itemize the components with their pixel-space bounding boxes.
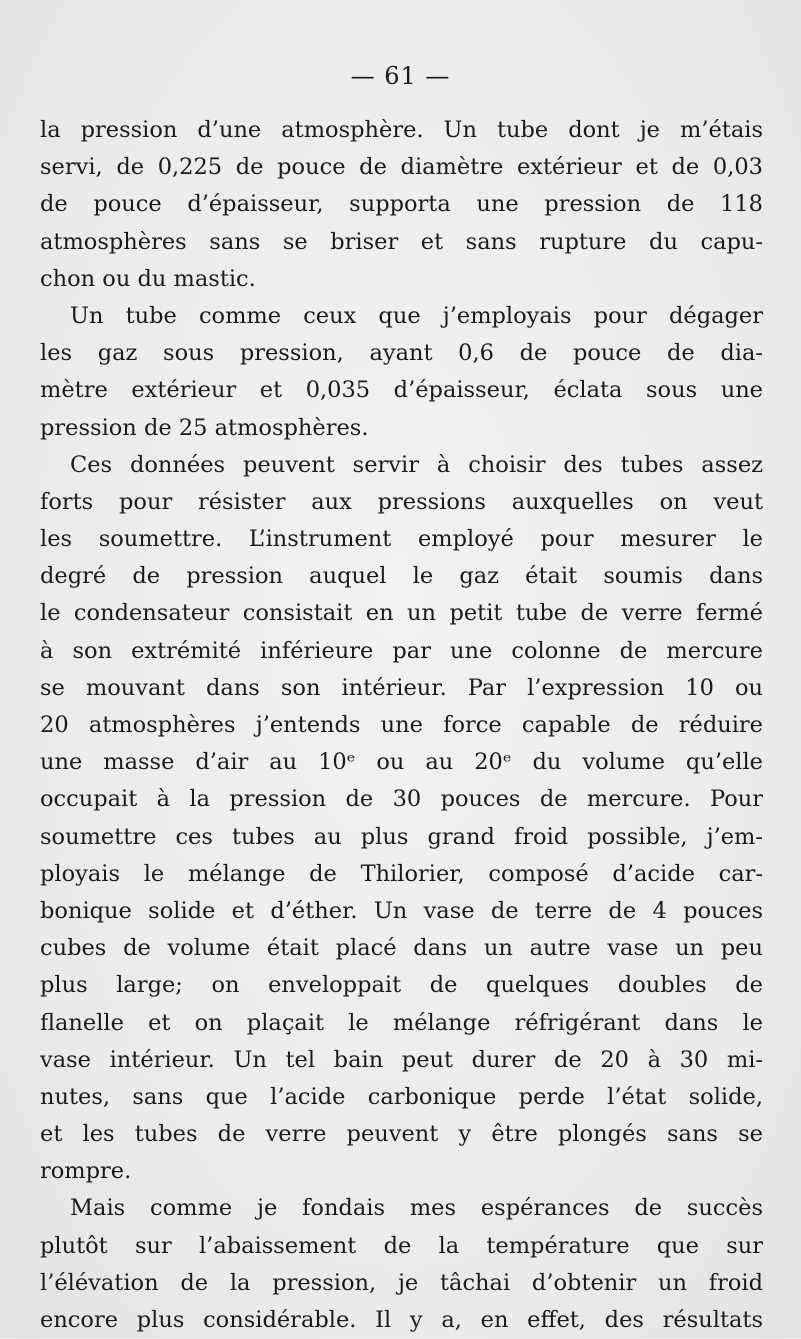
text-line: 20 atmosphères j’entends une force capable de réduire	[40, 712, 763, 738]
text-line: et les tubes de verre peuvent y être plongés sans se	[40, 1121, 763, 1148]
text-line: forts pour résister aux pressions auxquelles on veut	[40, 488, 763, 515]
text-line: la pression d’une atmosphère. Un tube dont je m’étais	[40, 117, 763, 143]
text-line: nutes, sans que l’acide carbonique perde l’état solide,	[40, 1083, 763, 1110]
text-line: chon ou du mastic.	[40, 265, 256, 292]
text-line: Mais comme je fondais mes espérances de succès	[70, 1195, 763, 1222]
text-line: les soumettre. L’instrument employé pour mesurer le	[40, 526, 763, 553]
text-line: soumettre ces tubes au plus grand froid possible, j’em-	[40, 823, 763, 850]
text-line: vase intérieur. Un tel bain peut durer de 20 à 30 mi-	[40, 1046, 763, 1073]
text-line: ployais le mélange de Thilorier, composé d’acide car-	[40, 860, 763, 887]
text-line: l’élévation de la pression, je tâchai d’obtenir un froid	[40, 1269, 763, 1296]
text-line: Ces données peuvent servir à choisir des tubes assez	[70, 451, 763, 478]
text-line: servi, de 0,225 de pouce de diamètre extérieur et de 0,03	[40, 154, 763, 181]
text-line: flanelle et on plaçait le mélange réfrigérant dans le	[40, 1009, 763, 1036]
text-line: encore plus considérable. Il y a, en effet, des résultats	[40, 1307, 763, 1333]
text-line: de pouce d’épaisseur, supporta une pression de 118	[40, 191, 763, 218]
text-line: rompre.	[40, 1158, 132, 1185]
text-line: les gaz sous pression, ayant 0,6 de pouce de dia-	[40, 340, 763, 367]
body-text	[40, 112, 763, 1339]
text-line: atmosphères sans se briser et sans rupture du capu-	[40, 228, 763, 255]
text-line: à son extrémité inférieure par une colonne de mercure	[40, 637, 763, 664]
text-line: une masse d’air au 10ᵉ ou au 20ᵉ du volume qu’elle	[40, 749, 763, 776]
text-line: occupait à la pression de 30 pouces de mercure. Pour	[40, 786, 763, 813]
page-number: — 61 —	[350, 62, 451, 90]
text-line: se mouvant dans son intérieur. Par l’expression 10 ou	[40, 674, 763, 701]
text-line: degré de pression auquel le gaz était soumis dans	[40, 563, 763, 590]
text-line: plus large; on enveloppait de quelques doubles de	[40, 972, 763, 999]
text-line: plutôt sur l’abaissement de la température que sur	[40, 1232, 763, 1259]
text-line: bonique solide et d’éther. Un vase de terre de 4 pouces	[40, 897, 763, 924]
text-line: mètre extérieur et 0,035 d’épaisseur, éclata sous une	[40, 377, 763, 404]
text-line: Un tube comme ceux que j’employais pour dégager	[70, 302, 763, 329]
text-line: le condensateur consistait en un petit tube de verre fermé	[40, 600, 763, 627]
text-line: pression de 25 atmosphères.	[40, 414, 369, 441]
text-line: cubes de volume était placé dans un autre vase un peu	[40, 935, 763, 962]
